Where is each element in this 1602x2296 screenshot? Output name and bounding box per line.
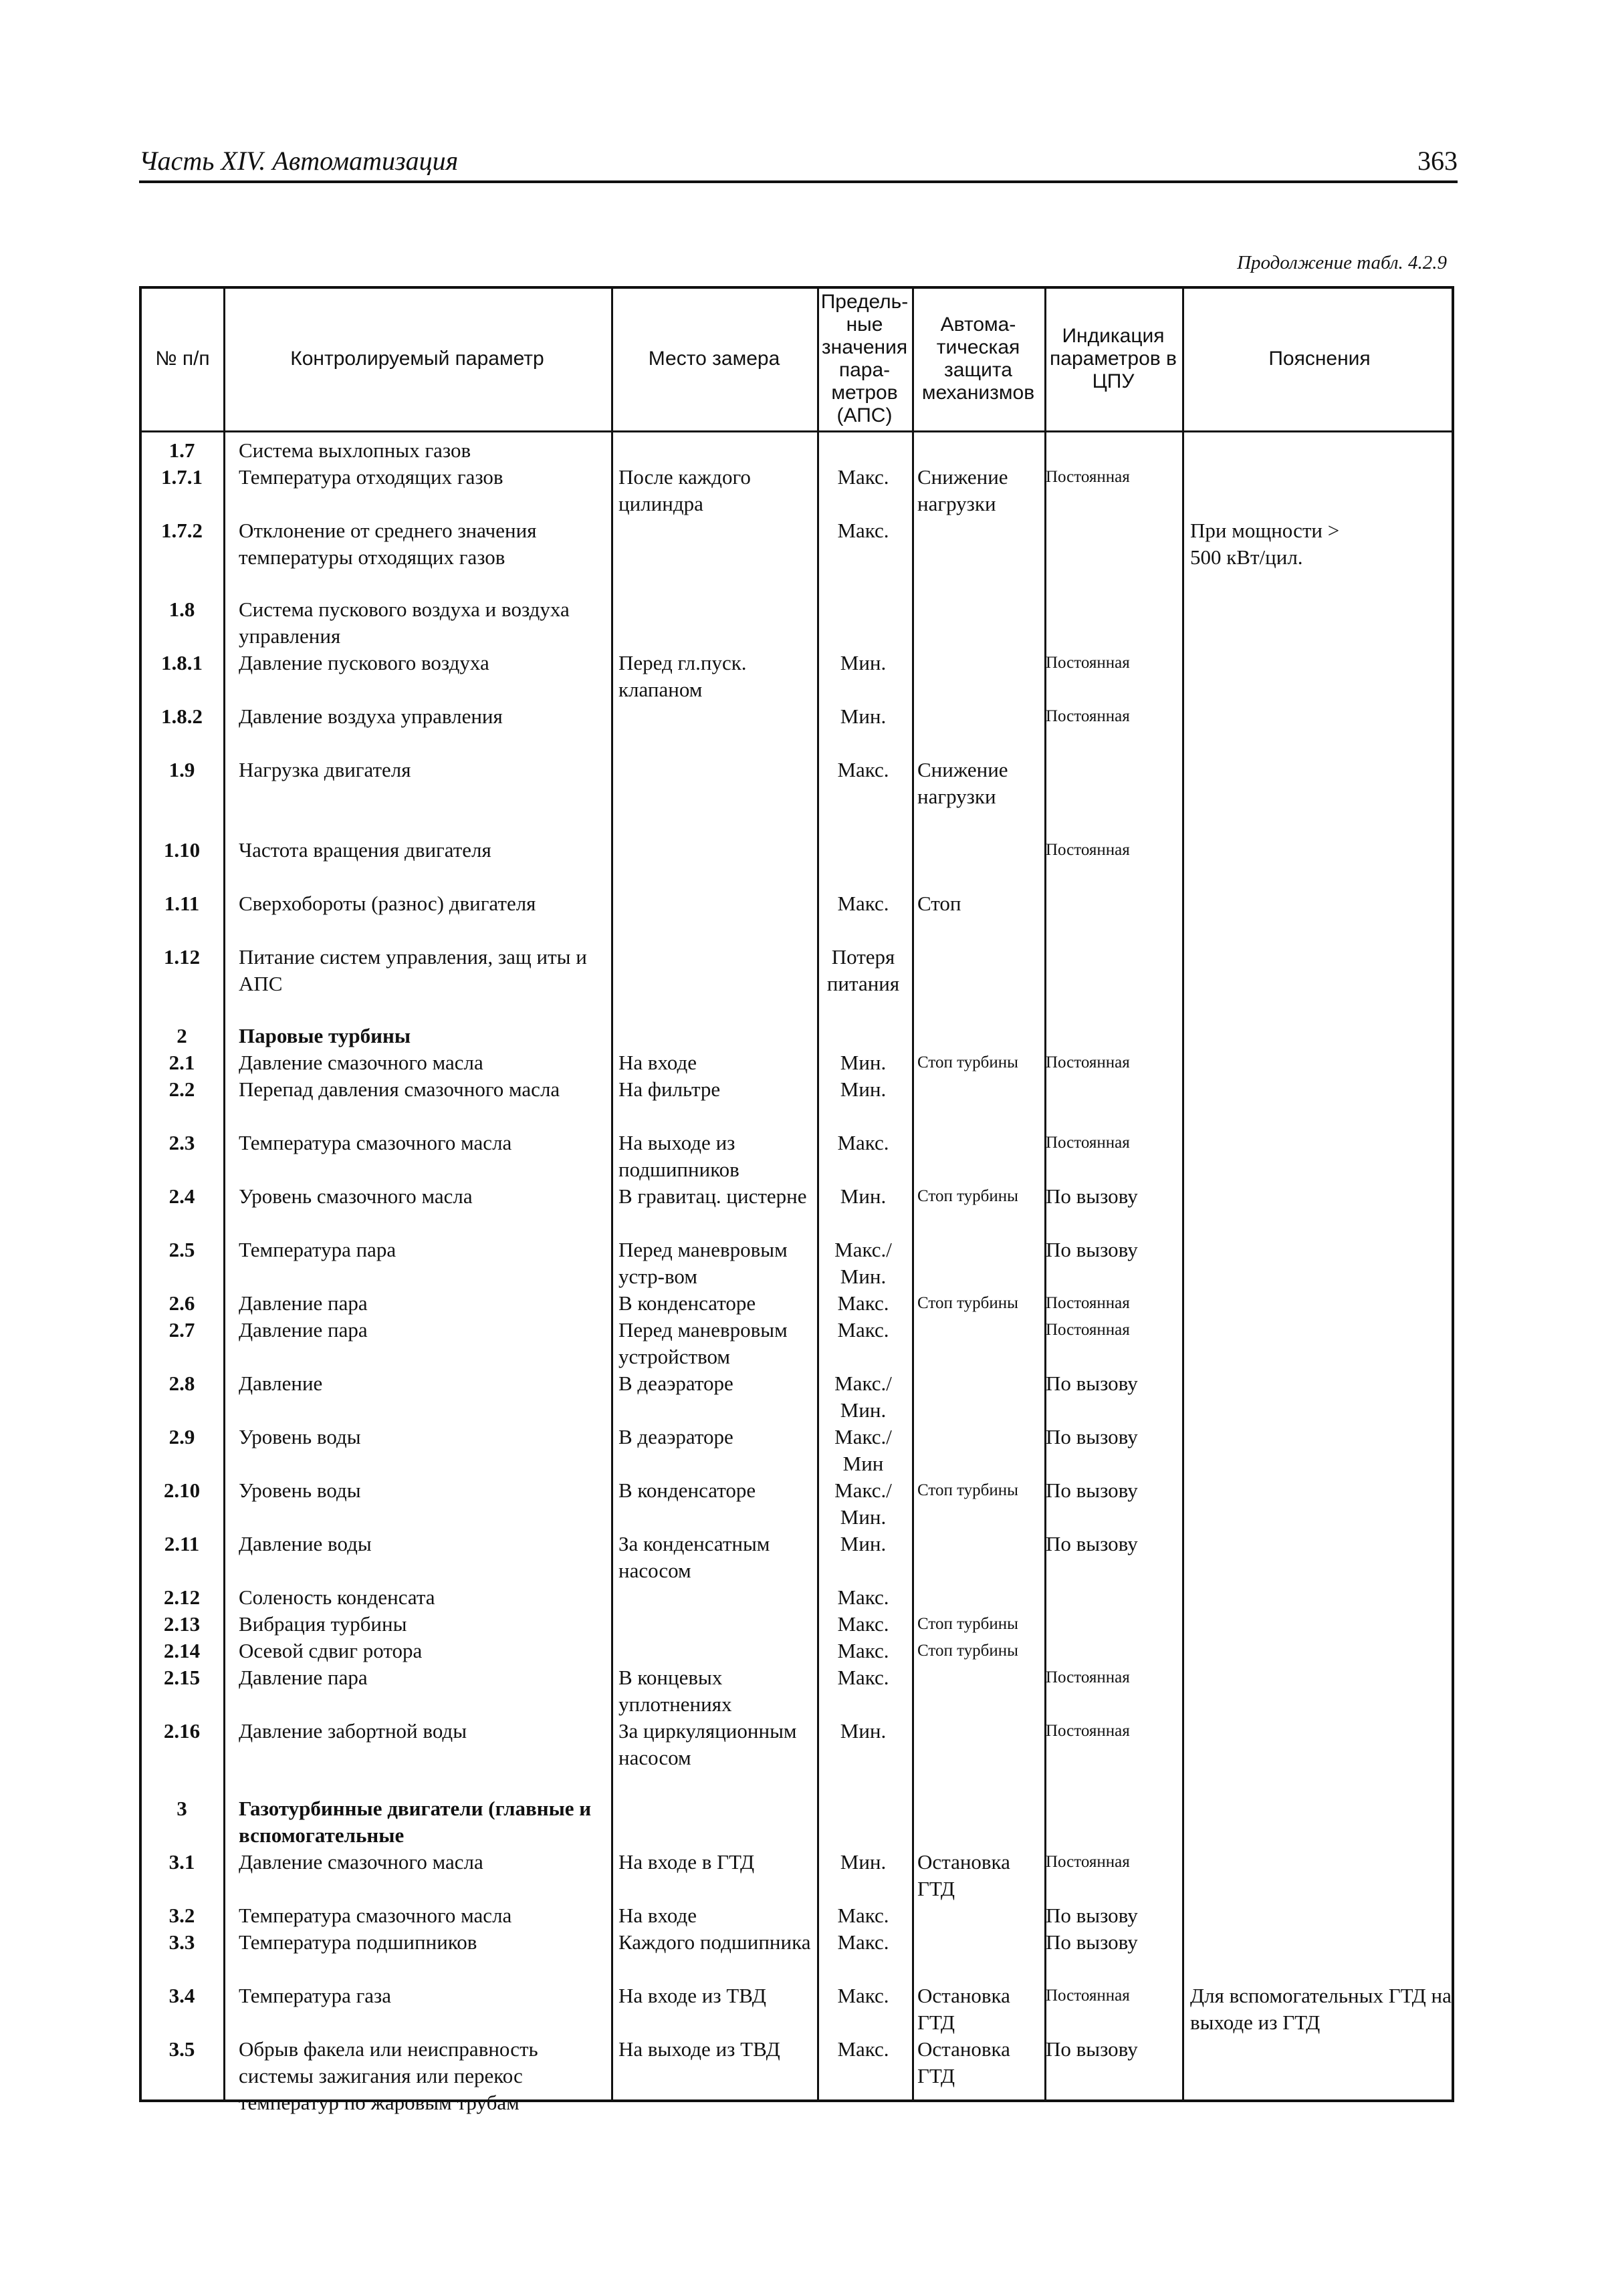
row-limit: Макс./ Мин. xyxy=(834,1238,892,1288)
running-title: Часть XIV. Автоматизация xyxy=(139,146,459,176)
row-location: В гравитац. цистерне xyxy=(618,1184,807,1208)
row-indication: Постоянная xyxy=(1046,841,1130,859)
row-location: На выходе из подшипников xyxy=(618,1131,739,1181)
row-limit: Макс. xyxy=(837,892,889,915)
row-num: 2 xyxy=(177,1024,187,1047)
row-protection: Стоп xyxy=(917,892,961,915)
col-header-notes: Пояснения xyxy=(1268,348,1371,370)
row-num: 2.7 xyxy=(168,1318,195,1342)
row-param: Давление воздуха управления xyxy=(239,705,503,728)
row-location: За конденсатным насосом xyxy=(618,1532,770,1582)
row-param: Давление воды xyxy=(239,1532,372,1555)
parameters-table xyxy=(139,286,1454,2114)
row-param: Вибрация турбины xyxy=(239,1612,407,1636)
row-num: 1.12 xyxy=(163,945,201,969)
row-num: 1.9 xyxy=(168,758,195,781)
row-indication: По вызову xyxy=(1046,1532,1138,1555)
row-location: На фильтре xyxy=(618,1077,721,1101)
row-indication: По вызову xyxy=(1046,1372,1138,1395)
row-param: Температура пара xyxy=(239,1238,396,1261)
row-limit: Макс. xyxy=(837,465,889,489)
row-num: 2.11 xyxy=(164,1532,200,1555)
row-num: 1.8 xyxy=(168,598,195,621)
row-indication: Постоянная xyxy=(1046,707,1130,725)
row-param: Обрыв факела или неисправность системы зажигания или перекос температур по жаровым трубам xyxy=(239,2037,538,2114)
row-location: В конденсаторе xyxy=(618,1479,756,1502)
row-protection: Снижение нагрузки xyxy=(917,758,1008,808)
row-num: 1.10 xyxy=(163,838,201,862)
row-indication: Постоянная xyxy=(1046,1987,1130,2005)
row-indication: Постоянная xyxy=(1046,468,1130,486)
row-param: Нагрузка двигателя xyxy=(239,758,411,781)
col-header-location: Место замера xyxy=(648,348,780,370)
row-indication: По вызову xyxy=(1046,1184,1138,1208)
row-location: В конденсаторе xyxy=(618,1291,756,1315)
row-note: Для вспомогательных ГТД на выходе из ГТД xyxy=(1190,1984,1452,2034)
row-param: Давление пускового воздуха xyxy=(239,651,489,674)
row-param: Давление забортной воды xyxy=(239,1719,467,1743)
row-num: 2.3 xyxy=(168,1131,195,1154)
row-num: 2.9 xyxy=(168,1425,195,1448)
row-num: 1.7.1 xyxy=(161,465,203,489)
row-param: Давление пара xyxy=(239,1291,368,1315)
row-num: 2.1 xyxy=(168,1051,195,1074)
row-location: Перед гл.пуск. клапаном xyxy=(618,651,747,701)
row-indication: Постоянная xyxy=(1046,1294,1130,1312)
row-num: 1.8.2 xyxy=(161,705,203,728)
row-limit: Макс./ Мин xyxy=(834,1425,892,1475)
row-param: Температура отходящих газов xyxy=(239,465,503,489)
row-num: 2.6 xyxy=(168,1291,195,1315)
row-param: Температура газа xyxy=(239,1984,392,2007)
row-limit: Мин. xyxy=(840,1719,887,1743)
row-protection: Остановка ГТД xyxy=(917,2037,1010,2087)
row-num: 3 xyxy=(177,1797,187,1820)
row-num: 3.2 xyxy=(168,1904,195,1927)
row-protection: Стоп турбины xyxy=(917,1053,1018,1071)
row-protection: Стоп турбины xyxy=(917,1481,1018,1499)
col-header-num: № п/п xyxy=(155,348,210,370)
row-param: Уровень воды xyxy=(239,1479,361,1502)
row-num: 3.4 xyxy=(168,1984,195,2007)
row-limit: Макс. xyxy=(837,2037,889,2061)
row-param: Температура смазочного масла xyxy=(239,1131,512,1154)
row-protection: Остановка ГТД xyxy=(917,1850,1010,1900)
row-limit: Мин. xyxy=(840,705,887,728)
row-limit: Макс. xyxy=(837,519,889,542)
row-param: Сверхобороты (разнос) двигателя xyxy=(239,892,536,915)
row-protection: Стоп турбины xyxy=(917,1294,1018,1312)
page-header xyxy=(139,140,1458,183)
row-indication: По вызову xyxy=(1046,1425,1138,1448)
row-indication: Постоянная xyxy=(1046,1668,1130,1686)
row-location: В деаэраторе xyxy=(618,1372,733,1395)
row-location: В концевых уплотнениях xyxy=(618,1666,732,1716)
row-num: 2.2 xyxy=(168,1077,195,1101)
row-location: Каждого подшипника xyxy=(618,1930,811,1954)
row-location: На входе в ГТД xyxy=(618,1850,755,1874)
row-limit: Мин. xyxy=(840,1184,887,1208)
row-num: 1.11 xyxy=(164,892,200,915)
row-limit: Мин. xyxy=(840,1532,887,1555)
row-num: 2.13 xyxy=(163,1612,201,1636)
row-limit: Макс. xyxy=(837,1318,889,1342)
row-num: 2.10 xyxy=(163,1479,201,1502)
row-location: В деаэраторе xyxy=(618,1425,733,1448)
row-location: После каждого цилиндра xyxy=(618,465,751,515)
row-location: На выходе из ТВД xyxy=(618,2037,780,2061)
row-indication: Постоянная xyxy=(1046,1053,1130,1071)
row-indication: Постоянная xyxy=(1046,654,1130,672)
row-limit: Мин. xyxy=(840,1077,887,1101)
row-indication: По вызову xyxy=(1046,2037,1138,2061)
row-indication: Постоянная xyxy=(1046,1722,1130,1740)
row-param: Уровень смазочного масла xyxy=(239,1184,473,1208)
row-num: 2.16 xyxy=(163,1719,201,1743)
row-limit: Макс. xyxy=(837,1612,889,1636)
row-num: 2.12 xyxy=(163,1585,201,1609)
row-protection: Стоп турбины xyxy=(917,1615,1018,1633)
row-num: 3.5 xyxy=(168,2037,195,2061)
row-limit: Мин. xyxy=(840,1850,887,1874)
row-num: 1.8.1 xyxy=(161,651,203,674)
row-protection: Стоп турбины xyxy=(917,1642,1018,1660)
row-param: Паровые турбины xyxy=(239,1024,411,1047)
row-param: Система пускового воздуха и воздуха управления xyxy=(239,598,570,648)
row-protection: Стоп турбины xyxy=(917,1187,1018,1205)
row-limit: Мин. xyxy=(840,651,887,674)
row-param: Система выхлопных газов xyxy=(239,438,471,462)
row-num: 3.1 xyxy=(168,1850,195,1874)
row-indication: По вызову xyxy=(1046,1904,1138,1927)
row-param: Соленость конденсата xyxy=(239,1585,435,1609)
row-limit: Макс. xyxy=(837,1585,889,1609)
row-param: Давление смазочного масла xyxy=(239,1051,483,1074)
row-limit: Макс. xyxy=(837,1984,889,2007)
row-limit: Макс. xyxy=(837,1666,889,1689)
row-param: Питание систем управления, защ иты и АПС xyxy=(239,945,587,995)
col-header-protection: Автома- тическая защита механизмов xyxy=(921,313,1035,404)
row-location: Перед маневровым устройством xyxy=(618,1318,788,1368)
row-param: Перепад давления смазочного масла xyxy=(239,1077,560,1101)
row-indication: По вызову xyxy=(1046,1238,1138,1261)
row-num: 1.7.2 xyxy=(161,519,203,542)
row-param: Температура подшипников xyxy=(239,1930,477,1954)
row-protection: Снижение нагрузки xyxy=(917,465,1008,515)
row-limit: Макс./ Мин. xyxy=(834,1372,892,1422)
row-num: 1.7 xyxy=(168,438,195,462)
row-num: 2.14 xyxy=(163,1639,201,1662)
row-param: Частота вращения двигателя xyxy=(239,838,491,862)
row-indication: Постоянная xyxy=(1046,1134,1130,1152)
row-location: На входе xyxy=(618,1051,697,1074)
row-limit: Макс. xyxy=(837,1131,889,1154)
row-indication: По вызову xyxy=(1046,1930,1138,1954)
row-param: Уровень воды xyxy=(239,1425,361,1448)
row-limit: Макс. xyxy=(837,1639,889,1662)
row-num: 2.5 xyxy=(168,1238,195,1261)
row-indication: По вызову xyxy=(1046,1479,1138,1502)
row-location: На входе из ТВД xyxy=(618,1984,766,2007)
row-param: Температура смазочного масла xyxy=(239,1904,512,1927)
row-limit: Макс. xyxy=(837,758,889,781)
row-param: Давление пара xyxy=(239,1318,368,1342)
row-protection: Остановка ГТД xyxy=(917,1984,1010,2034)
row-note: При мощности > 500 кВт/цил. xyxy=(1190,519,1340,569)
row-num: 2.4 xyxy=(168,1184,195,1208)
row-param: Отклонение от среднего значения температуры отходящих газов xyxy=(239,519,537,569)
row-limit: Макс. xyxy=(837,1930,889,1954)
row-param: Газотурбинные двигатели (главные и вспомогательные xyxy=(239,1797,592,1847)
row-num: 2.8 xyxy=(168,1372,195,1395)
row-limit: Мин. xyxy=(840,1051,887,1074)
row-param: Осевой сдвиг ротора xyxy=(239,1639,423,1662)
row-num: 3.3 xyxy=(168,1930,195,1954)
row-param: Давление пара xyxy=(239,1666,368,1689)
row-indication: Постоянная xyxy=(1046,1321,1130,1339)
row-indication: Постоянная xyxy=(1046,1853,1130,1871)
col-header-limits: Предель- ные значения пара- метров (АПС) xyxy=(820,291,909,426)
row-location: На входе xyxy=(618,1904,697,1927)
row-location: Перед маневровым устр-вом xyxy=(618,1238,788,1288)
col-header-param: Контролируемый параметр xyxy=(290,348,544,370)
row-location: За циркуляционным насосом xyxy=(618,1719,797,1769)
table-continuation-note: Продолжение табл. 4.2.9 xyxy=(1237,252,1447,273)
row-limit: Макс. xyxy=(837,1291,889,1315)
row-param: Давление смазочного масла xyxy=(239,1850,483,1874)
row-param: Давление xyxy=(239,1372,323,1395)
row-num: 2.15 xyxy=(163,1666,201,1689)
page-number: 363 xyxy=(1417,146,1458,176)
row-limit: Макс. xyxy=(837,1904,889,1927)
row-limit: Потеря питания xyxy=(826,945,900,995)
row-limit: Макс./ Мин. xyxy=(834,1479,892,1529)
col-header-indication: Индикация параметров в ЦПУ xyxy=(1050,325,1177,392)
